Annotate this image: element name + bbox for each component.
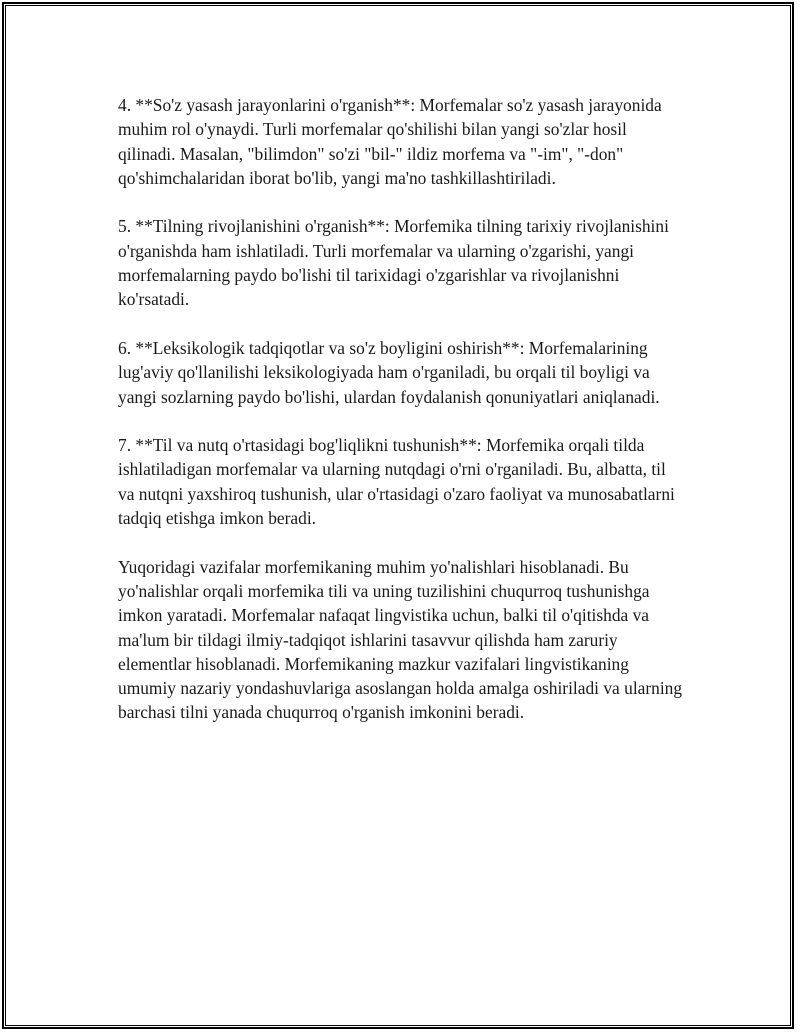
paragraph-item-4: 4. **So'z yasash jarayonlarini o'rganish**: Morfemalar so'z yasash jarayonida muhim rol o'ynaydi. Turli morfemalar qo'shilishi bilan yangi so'zlar hosil qilinadi. Masalan, "bilimdon" so'zi "bil-" ildiz morfema va "-im", "-don" qo'shimchalaridan iborat bo'lib, yangi ma'no tashkillashtiriladi. [118,95,662,188]
document-body [118,93,686,749]
paragraph-item-7: 7. **Til va nutq o'rtasidagi bog'liqlikni tushunish**: Morfemika orqali tilda ishlatiladigan morfemalar va ularning nutqdagi o'rni o'rganiladi. Bu, albatta, til va nutqni yaxshiroq tushunish, ular o'rtasidagi o'zaro faoliyat va munosabatlarni tadqiq etishga imkon beradi. [118,435,675,529]
paragraph-item-5: 5. **Tilning rivojlanishini o'rganish**: Morfemika tilning tarixiy rivojlanishini o'rganishda ham ishlatiladi. Turli morfemalar va ularning o'zgarishi, yangi morfemalarning paydo bo'lishi til tarixidagi o'zgarishlar va rivojlanishni ko'rsatadi. [118,216,669,310]
paragraph-item-6: 6. **Leksikologik tadqiqotlar va so'z boyligini oshirish**: Morfemalarining lug'aviy qo'llanilishi leksikologiyada ham o'rganiladi, bu orqali til boyligi va yangi sozlarning paydo bo'lishi, ulardan foydalanish qonuniyatlari aniqlanadi. [118,337,660,407]
summary-paragraph: Yuqoridagi vazifalar morfemikaning muhim yo'nalishlari hisoblanadi. Bu yo'nalishlar orqali morfemika tili va uning tuzilishini chuqurroq tushunishga imkon yaratadi. Morfemalar nafaqat lingvistika uchun, balki til o'qitishda va ma'lum bir tildagi ilmiy-tadqiqot ishlarini tasavvur qilishda ham zaruriy elementlar hisoblanadi. Morfemikaning mazkur vazifalari lingvistikaning umumiy nazariy yondashuvlariga asoslangan holda amalga oshiriladi va ularning barchasi tilni yanada chuqurroq o'rganish imkonini beradi. [118,556,683,723]
